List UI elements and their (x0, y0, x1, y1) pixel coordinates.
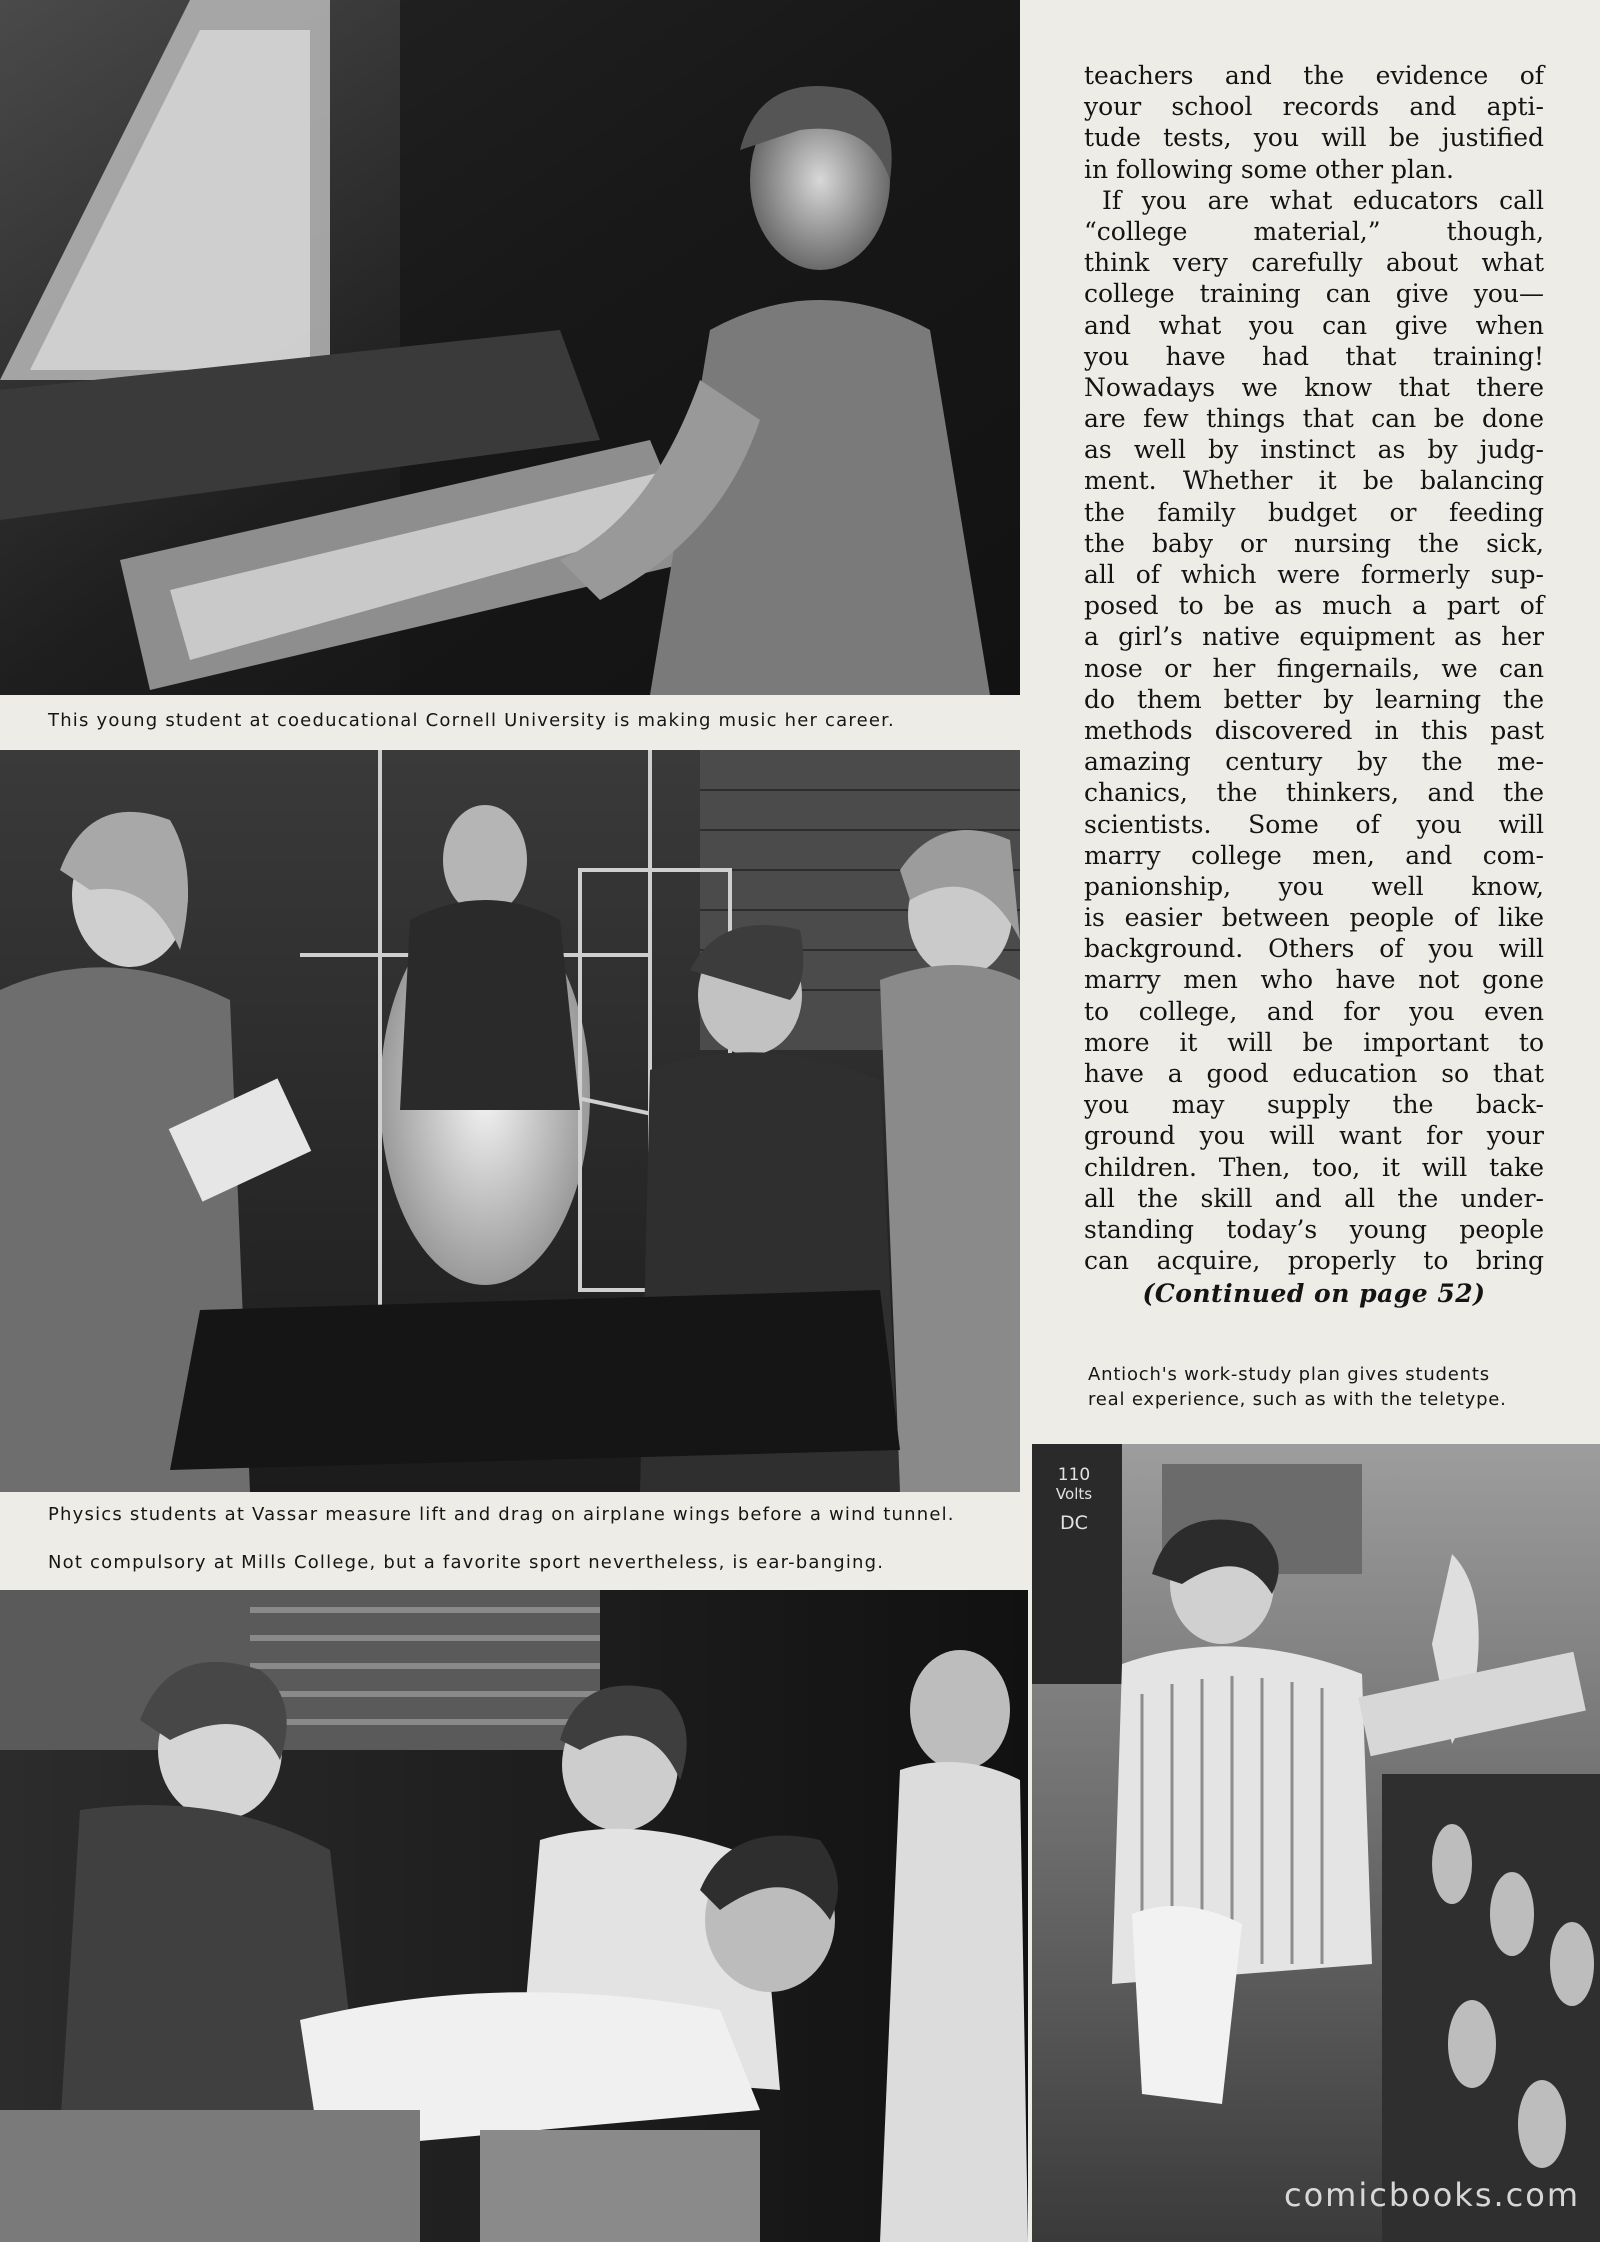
article-line: methods discovered in this past (1084, 715, 1544, 745)
article-line: standing today’s young people (1084, 1214, 1544, 1244)
article-line: all the skill and all the under- (1084, 1183, 1544, 1213)
article-line: more it will be important to (1084, 1027, 1544, 1057)
article-body (1084, 60, 1544, 1310)
article-line: the family budget or feeding (1084, 497, 1544, 527)
article-line: all of which were formerly sup- (1084, 560, 1544, 589)
article-line: do them better by learning the (1084, 684, 1544, 714)
article-line: marry men who have not gone (1084, 965, 1544, 995)
continued-note: (Continued on page 52) (1142, 1279, 1486, 1309)
article-line: can acquire, properly to bring (1084, 1246, 1544, 1276)
article-line: “college material,” though, (1084, 216, 1544, 246)
article-line: scientists. Some of you will (1084, 809, 1544, 839)
article-line: marry college men, and com- (1084, 840, 1544, 870)
photo-mills-students (0, 1590, 1028, 2242)
caption-antioch-line-1: Antioch's work-study plan gives students (1088, 1364, 1490, 1385)
article-line: children. Then, too, it will take (1084, 1152, 1544, 1182)
watermark: comicbooks.com (1283, 2176, 1580, 2214)
article-line: as well by instinct as by judg- (1084, 435, 1544, 465)
article-line: to college, and for you even (1084, 996, 1544, 1026)
article-line: think very carefully about what (1084, 248, 1544, 278)
article-line: posed to be as much a part of (1084, 591, 1544, 621)
photo-teletype-student (1032, 1444, 1600, 2242)
caption-antioch-line-2: real experience, such as with the teletype. (1088, 1389, 1507, 1410)
caption-antioch (1088, 1362, 1507, 1412)
article-line: tude tests, you will be justified (1084, 123, 1544, 153)
voltage-sign-type: DC (1060, 1512, 1088, 1534)
article-line: background. Others of you will (1084, 934, 1544, 964)
article-line: If you are what educators call (1102, 185, 1544, 215)
photo-physics-students (0, 750, 1020, 1492)
article-line: is easier between people of like (1084, 903, 1544, 933)
article-line: amazing century by the me- (1084, 747, 1544, 777)
voltage-sign-value: 110 (1057, 1465, 1091, 1485)
caption-physics: Physics students at Vassar measure lift and drag on airplane wings before a wind tunnel. (48, 1504, 955, 1525)
voltage-sign-unit: Volts (1055, 1485, 1093, 1503)
article-line: your school records and apti- (1084, 92, 1544, 122)
article-line: and what you can give when (1084, 310, 1544, 340)
article-line: are few things that can be done (1084, 404, 1544, 434)
caption-mills: Not compulsory at Mills College, but a favorite sport nevertheless, is ear-banging. (48, 1552, 885, 1573)
article-line: chanics, the thinkers, and the (1084, 778, 1544, 808)
article-line: in following some other plan. (1084, 154, 1455, 184)
article-line: the baby or nursing the sick, (1084, 528, 1544, 558)
article-line: you have had that training! (1084, 341, 1544, 371)
article-line: a girl’s native equipment as her (1084, 622, 1544, 652)
article-line: college training can give you— (1084, 279, 1544, 309)
article-line: you may supply the back- (1084, 1090, 1544, 1120)
voltage-sign (1038, 1466, 1110, 1533)
caption-piano: This young student at coeducational Cornell University is making music her career. (48, 710, 895, 731)
article-line: ground you will want for your (1084, 1121, 1544, 1151)
article-line: Nowadays we know that there (1084, 372, 1544, 402)
article-line: have a good education so that (1084, 1059, 1544, 1088)
article-line: teachers and the evidence of (1084, 61, 1544, 90)
article-line: panionship, you well know, (1084, 871, 1544, 901)
article-line: ment. Whether it be balancing (1084, 466, 1544, 496)
article-line: nose or her fingernails, we can (1084, 653, 1544, 683)
photo-piano-student (0, 0, 1020, 695)
